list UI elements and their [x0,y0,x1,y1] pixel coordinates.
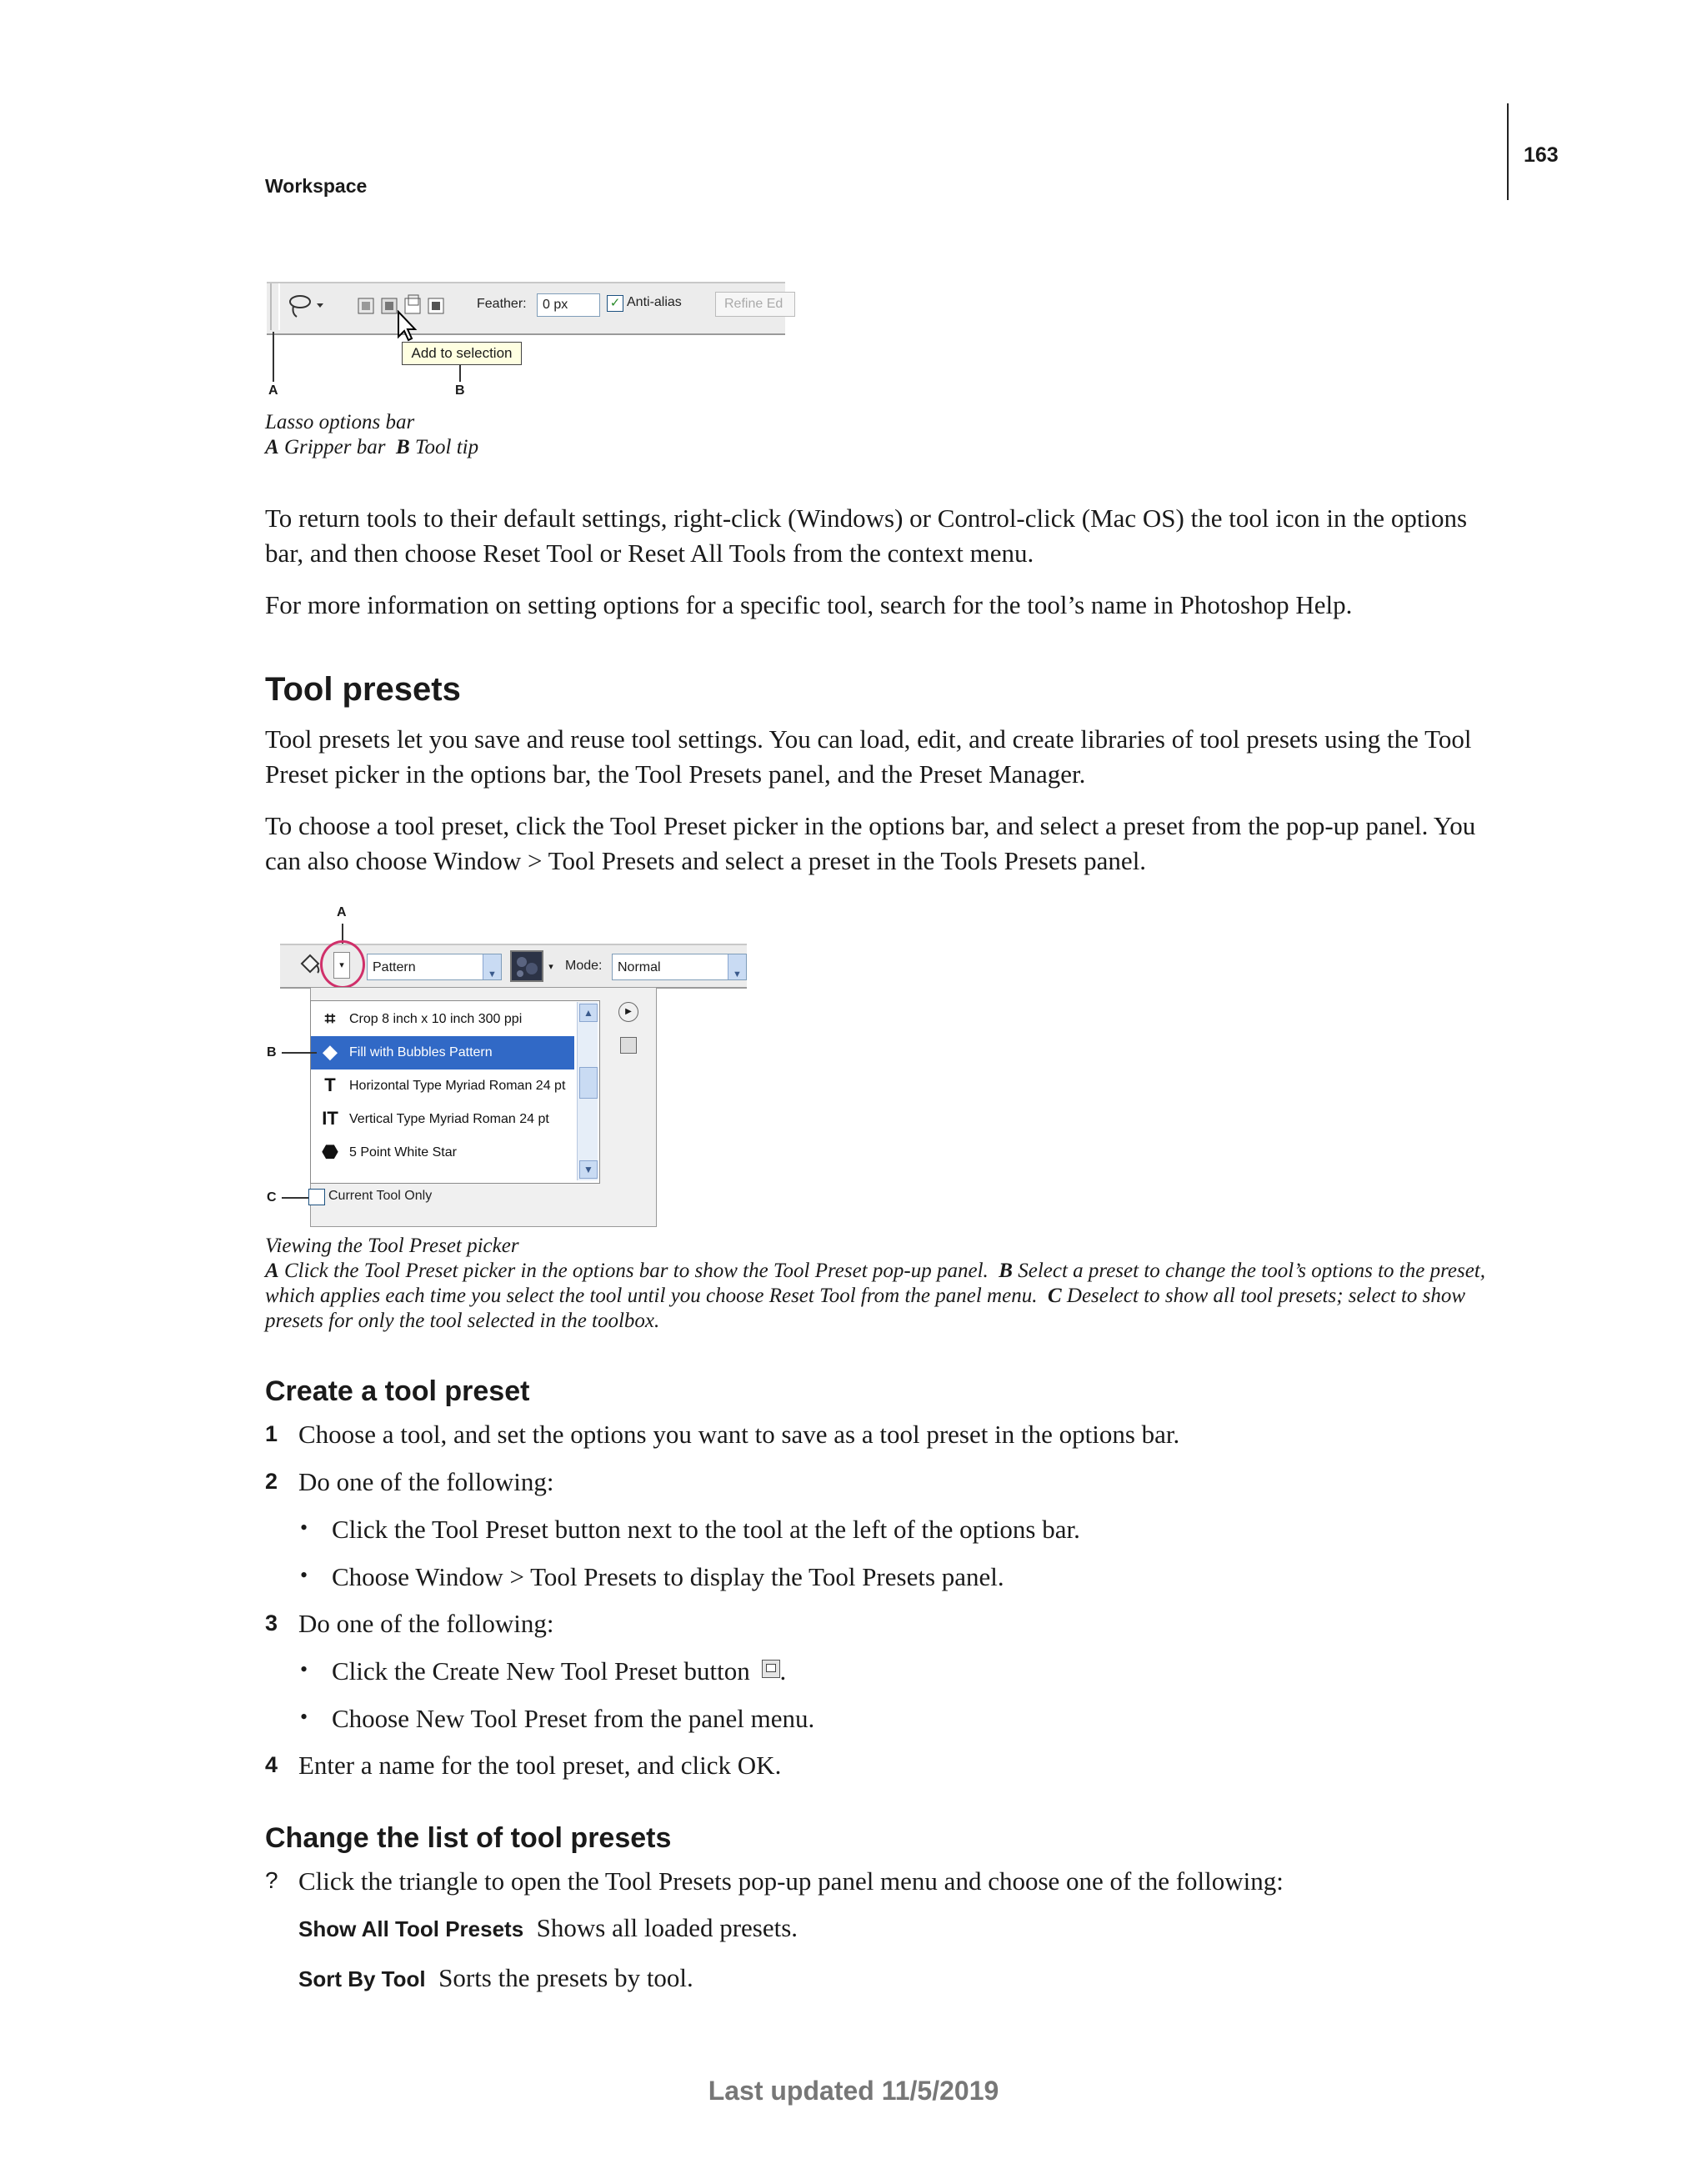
list-item[interactable]: ⌗ Crop 8 inch x 10 inch 300 ppi [311,1003,574,1036]
bullet: • [300,1515,308,1540]
star-shape-icon: ⬣ [322,1141,338,1162]
header-rule [1507,103,1509,200]
step-text: Do one of the following: [298,1609,554,1638]
tool-presets-paragraph-1: Tool presets let you save and reuse tool settings. You can load, edit, and create libraries of tool presets using the Tool Preset picker in the options bar, the Tool Presets panel, and the Preset Manager. [265,724,1472,789]
vertical-type-icon: IT [322,1108,338,1129]
list-scrollbar[interactable] [577,1002,598,1180]
pattern-swatch[interactable] [510,950,543,982]
mode-label: Mode: [565,959,603,973]
figure2-caption-keys: A Click the Tool Preset picker in the options bar to show the Tool Preset pop-up panel. B Select a preset to change the tool’s options to the preset, which applies each time you select the tool until you choose Reset Tool from the panel menu. C Deselect to show all tool presets; select to show presets for only the tool selected in the toolbox. [265,1260,1486,1332]
callout-a: A [268,383,278,398]
chevron-down-icon: ▼ [483,954,501,979]
paint-bucket-icon[interactable] [297,950,322,979]
bullet-text: Click the Create New Tool Preset button . [332,1656,787,1686]
panel-menu-triangle-icon[interactable]: ▶ [618,1002,638,1022]
current-tool-only-label: Current Tool Only [328,1189,433,1203]
bullet-text: Choose Window > Tool Presets to display the Tool Presets panel. [332,1562,1004,1591]
step-number: 1 [265,1421,278,1446]
crop-icon: ⌗ [324,1008,336,1029]
list-item[interactable]: ⬣ 5 Point White Star [311,1136,574,1170]
step-number: 4 [265,1752,278,1777]
scroll-up-icon[interactable]: ▲ [579,1004,598,1022]
callout-line-b [459,365,461,382]
scroll-thumb[interactable] [579,1067,598,1099]
step-number: 3 [265,1610,278,1635]
step-text: Do one of the following: [298,1467,554,1496]
last-updated-footer: Last updated 11/5/2019 [708,2076,999,2106]
current-tool-only-checkbox[interactable] [308,1189,325,1205]
scroll-down-icon[interactable]: ▼ [579,1160,598,1179]
fill-source-select[interactable]: Pattern ▼ [367,954,502,980]
tool-presets-heading: Tool presets [265,671,461,708]
antialias-label: Anti-alias [627,295,682,309]
callout-line-c-fig2 [282,1197,308,1199]
chevron-down-icon: ▼ [728,954,746,979]
definition-item [298,1961,1499,1996]
page-number: 163 [1524,143,1559,167]
definition-desc: Sorts the presets by tool. [438,1963,693,1992]
callout-a-fig2: A [337,905,347,919]
definition-item [298,1911,1499,1946]
intro-paragraph-1: To return tools to their default settings, right-click (Windows) or Control-click (Mac OS) the tool icon in the options bar, and then choose Reset Tool or Reset All Tools from the context menu. [265,503,1468,568]
step-number: 2 [265,1469,278,1494]
list-item[interactable]: ◆ Fill with Bubbles Pattern [311,1036,574,1069]
mode-select[interactable]: Normal ▼ [612,954,747,980]
callout-b: B [455,383,465,398]
lasso-tool-icon[interactable] [287,292,325,320]
feather-input[interactable]: 0 px [537,293,600,317]
bullet: • [300,1705,308,1729]
picker-highlight-circle [320,940,365,989]
step-marker: ? [265,1867,278,1893]
intro-paragraph-2: For more information on setting options for a specific tool, search for the tool’s name in Photoshop Help. [265,590,1353,619]
section-label: Workspace [265,175,368,197]
callout-c-fig2: C [267,1190,277,1205]
bullet-text: Choose New Tool Preset from the panel menu. [332,1704,815,1733]
create-new-preset-icon[interactable] [620,1037,637,1054]
bullet: • [300,1657,308,1681]
callout-b-fig2: B [267,1045,277,1059]
definition-term: Show All Tool Presets [298,1916,524,1941]
figure1-caption-keys: A Gripper bar B Tool tip [265,436,479,458]
fill-icon: ◆ [323,1041,338,1062]
type-icon: T [324,1074,336,1095]
figure1-caption-title: Lasso options bar [265,411,415,433]
list-item[interactable]: T Horizontal Type Myriad Roman 24 pt [311,1069,574,1103]
step-text: Choose a tool, and set the options you want to save as a tool preset in the options bar. [298,1420,1180,1449]
tool-presets-paragraph-2: To choose a tool preset, click the Tool Preset picker in the options bar, and select a preset from the pop-up panel. You can also choose Window > Tool Presets and select a preset in the Tools Presets panel. [265,811,1476,875]
callout-line-b-fig2 [282,1052,317,1054]
cursor-arrow-icon [395,310,420,343]
bullet-text: Click the Tool Preset button next to the tool at the left of the options bar. [332,1515,1080,1544]
figure2-caption [265,1234,1507,1334]
change-heading: Change the list of tool presets [265,1822,672,1854]
antialias-checkbox[interactable]: ✓ [607,295,623,312]
add-to-selection-tooltip: Add to selection [402,342,522,365]
feather-label: Feather: [477,297,527,311]
definition-term: Sort By Tool [298,1966,426,1991]
step-text: Enter a name for the tool preset, and click OK. [298,1751,782,1780]
gripper-bar[interactable] [270,283,280,330]
bullet: • [300,1563,308,1587]
figure2-caption-title: Viewing the Tool Preset picker [265,1235,519,1257]
figure1-caption [265,410,1015,460]
refine-edge-button[interactable]: Refine Ed [715,292,795,317]
tool-preset-picker-button[interactable]: ▾ [333,952,350,979]
create-heading: Create a tool preset [265,1375,530,1407]
definition-desc: Shows all loaded presets. [536,1913,798,1942]
callout-line-a [273,332,274,382]
create-new-tool-preset-icon [762,1660,780,1678]
tool-preset-list [310,1000,600,1184]
change-intro: Click the triangle to open the Tool Presets pop-up panel menu and choose one of the following: [298,1866,1284,1896]
list-item[interactable]: IT Vertical Type Myriad Roman 24 pt [311,1103,574,1136]
pattern-dropdown-arrow[interactable]: ▾ [548,962,553,972]
